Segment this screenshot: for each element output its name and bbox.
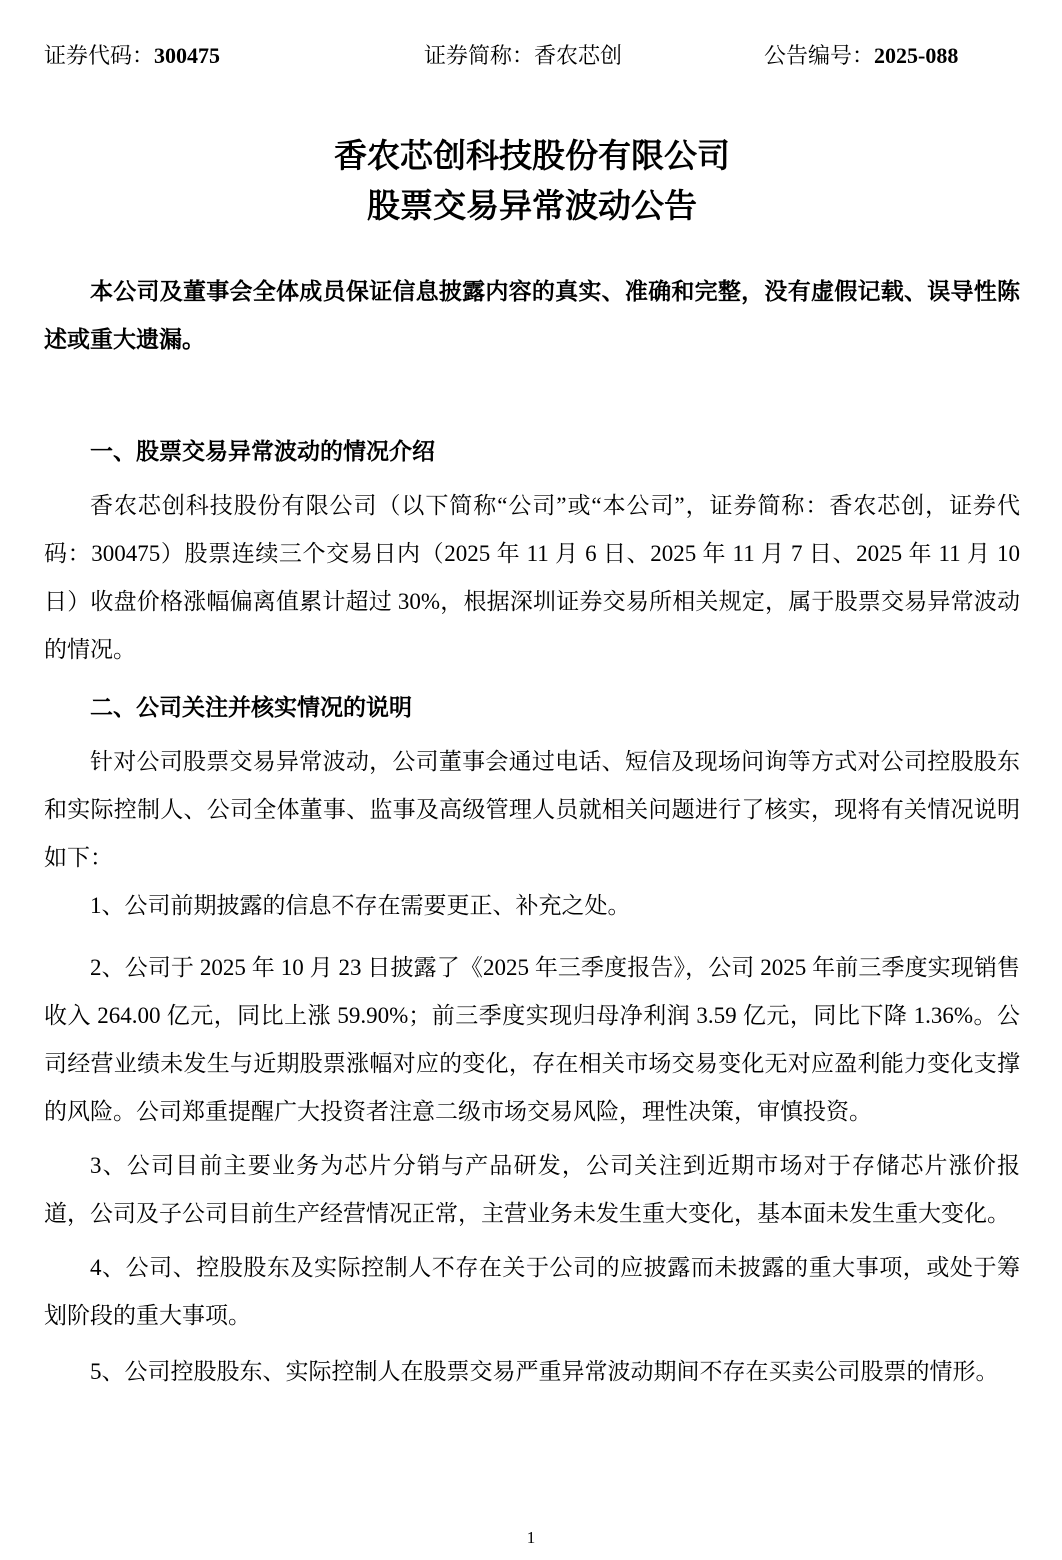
stock-code-label: 证券代码： <box>44 43 155 68</box>
section-2-item-4: 4、公司、控股股东及实际控制人不存在关于公司的应披露而未披露的重大事项，或处于筹划阶段的重大事项。 <box>44 1255 1020 1328</box>
section-2-intro-paragraph: 针对公司股票交易异常波动，公司董事会通过电话、短信及现场问询等方式对公司控股股东和实际控制人、公司全体董事、监事及高级管理人员就相关问题进行了核实，现将有关情况说明如下： <box>44 749 1020 870</box>
stock-name-label: 证券简称： <box>424 43 535 68</box>
disclaimer-statement: 本公司及董事会全体成员保证信息披露内容的真实、准确和完整，没有虚假记载、误导性陈述或重大遗漏。 <box>44 279 1020 352</box>
section-2-item-3: 3、公司目前主要业务为芯片分销与产品研发，公司关注到近期市场对于存储芯片涨价报道，公司及子公司目前生产经营情况正常，主营业务未发生重大变化，基本面未发生重大变化。 <box>44 1153 1020 1226</box>
stock-short-name <box>424 40 764 72</box>
title-line-subject: 股票交易异常波动公告 <box>367 189 697 225</box>
section-1-paragraph: 香农芯创科技股份有限公司（以下简称“公司”或“本公司”，证券简称：香农芯创，证券代码：300475）股票连续三个交易日内（2025 年 11 月 6 日、2025 年 11 月 7 日、2025 年 11 月 10 日）收盘价格涨幅偏离值累计超过 30%，根据深圳证券交易所相关规定，属于股票交易异常波动的情况。 <box>44 493 1020 662</box>
section-2-item-5: 5、公司控股股东、实际控制人在股票交易严重异常波动期间不存在买卖公司股票的情形。 <box>90 1359 999 1384</box>
stock-code <box>44 40 424 72</box>
section-2-item-2: 2、公司于 2025 年 10 月 23 日披露了《2025 年三季度报告》，公司 2025 年前三季度实现销售收入 264.00 亿元，同比上涨 59.90%；前三季度实现归母净利润 3.59 亿元，同比下降 1.36%。公司经营业绩未发生与近期股票涨幅对应的变化，存在相关市场交易变化无对应盈利能力变化支撑的风险。公司郑重提醒广大投资者注意二级市场交易风险，理性决策，审慎投资。 <box>44 955 1020 1124</box>
document-title <box>44 132 1020 232</box>
stock-name-value: 香农芯创 <box>534 43 623 68</box>
page-number: 1 <box>526 1528 536 1547</box>
document-body <box>44 268 1020 1396</box>
announcement-number <box>764 40 958 72</box>
announcement-number-label: 公告编号： <box>764 43 875 68</box>
section-1-heading: 一、股票交易异常波动的情况介绍 <box>90 439 435 464</box>
page-footer <box>0 1528 1062 1548</box>
document-header <box>44 40 1020 72</box>
stock-code-value: 300475 <box>154 43 221 68</box>
announcement-number-value: 2025-088 <box>874 43 959 68</box>
title-line-company: 香农芯创科技股份有限公司 <box>334 139 730 175</box>
section-2-heading: 二、公司关注并核实情况的说明 <box>90 695 412 720</box>
section-2-item-1: 1、公司前期披露的信息不存在需要更正、补充之处。 <box>90 893 631 918</box>
